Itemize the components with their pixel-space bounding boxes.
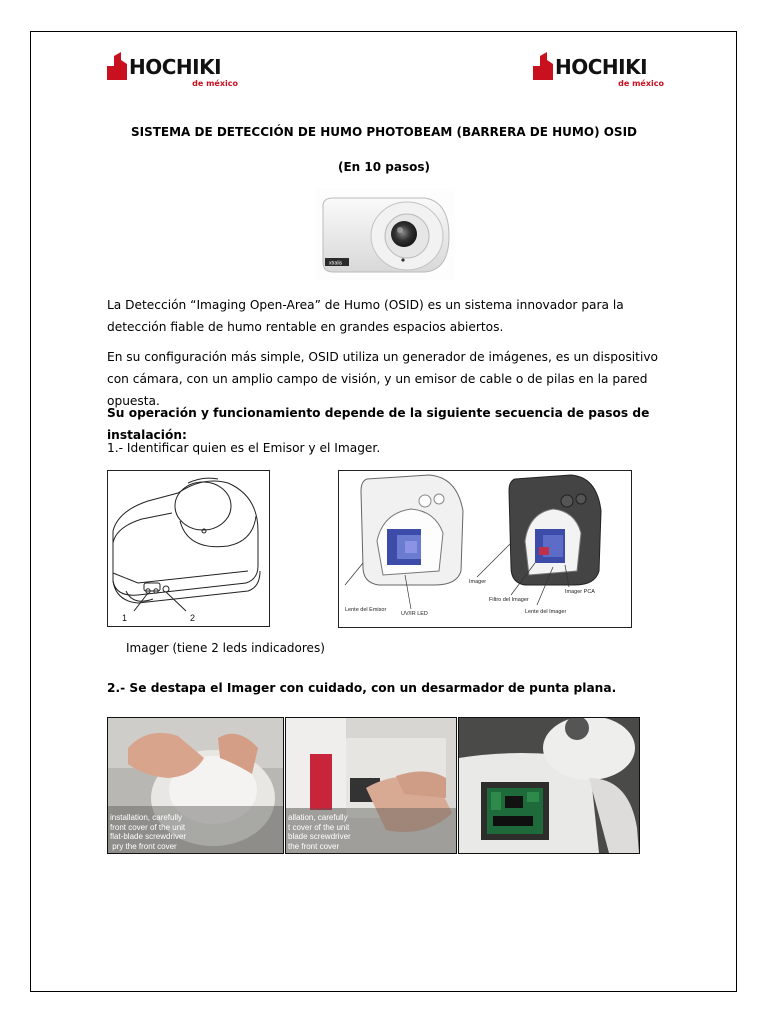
- label-lente-emisor: Lente del Emisor: [345, 607, 387, 613]
- logo-brand-text: HOCHIKI: [129, 55, 222, 79]
- logo-sub-text: de méxico: [192, 79, 238, 88]
- photo1-caption-overlay: installation, carefully front cover of the unit flat-blade screwdriver pry the front cover: [110, 813, 187, 851]
- product-badge: xtralis: [329, 260, 343, 267]
- imager-line-drawing: [107, 470, 270, 627]
- exploded-view-diagram-icon: [339, 471, 631, 627]
- hochiki-logo-mark-icon: [533, 52, 555, 80]
- label-imager-pca: Imager PCA: [565, 589, 595, 595]
- emitter-imager-diagram: [338, 470, 632, 628]
- hochiki-logo-mark-icon: [107, 52, 129, 80]
- intro-paragraph-osid: La Detección “Imaging Open-Area” de Humo (OSID) es un sistema innovador para la detección fiable de humo rentable en grandes espacios abiertos.: [107, 298, 624, 334]
- photo-removing-cover-2: [285, 717, 457, 854]
- imager-drawing-icon: [108, 471, 269, 626]
- label-lente-imager: Lente del Imager: [525, 609, 567, 615]
- step-2-heading: 2.- Se destapa el Imager con cuidado, con un desarmador de punta plana.: [107, 681, 617, 695]
- document-subtitle: (En 10 pasos): [338, 160, 430, 174]
- photo-removing-cover-1: [107, 717, 284, 854]
- figure1-callout-2: 2: [190, 613, 196, 623]
- photo2-caption-overlay: allation, carefully t cover of the unit blade screwdriver the front cover: [288, 813, 351, 851]
- figure1-callout-1: 1: [122, 613, 128, 623]
- photo-open-imager-board-icon: [459, 718, 639, 853]
- hochiki-logo-left: [107, 52, 242, 92]
- logo-sub-text: de méxico: [618, 79, 664, 88]
- step-1-heading: 1.- Identificar quien es el Emisor y el Imager.: [107, 441, 381, 455]
- installation-intro: Su operación y funcionamiento depende de la siguiente secuencia de pasos de instalación:: [107, 406, 650, 442]
- logo-brand-text: HOCHIKI: [555, 55, 648, 79]
- photo-opened-imager: [458, 717, 640, 854]
- label-imager: Imager: [469, 579, 487, 585]
- hochiki-logo-right: [533, 52, 668, 92]
- osid-imager-product-image: [315, 188, 455, 280]
- config-paragraph: En su configuración más simple, OSID utiliza un generador de imágenes, es un dispositivo con cámara, con un amplio campo de visión, y un emisor de cable o de pilas en la pared opuesta.: [107, 350, 659, 408]
- label-filtro-imager: Filtro del Imager: [489, 597, 529, 603]
- label-uv-led: UV/IR LED: [401, 611, 428, 617]
- figure1-caption: Imager (tiene 2 leds indicadores): [126, 641, 325, 655]
- document-title: SISTEMA DE DETECCIÓN DE HUMO PHOTOBEAM (BARRERA DE HUMO) OSID: [130, 125, 638, 139]
